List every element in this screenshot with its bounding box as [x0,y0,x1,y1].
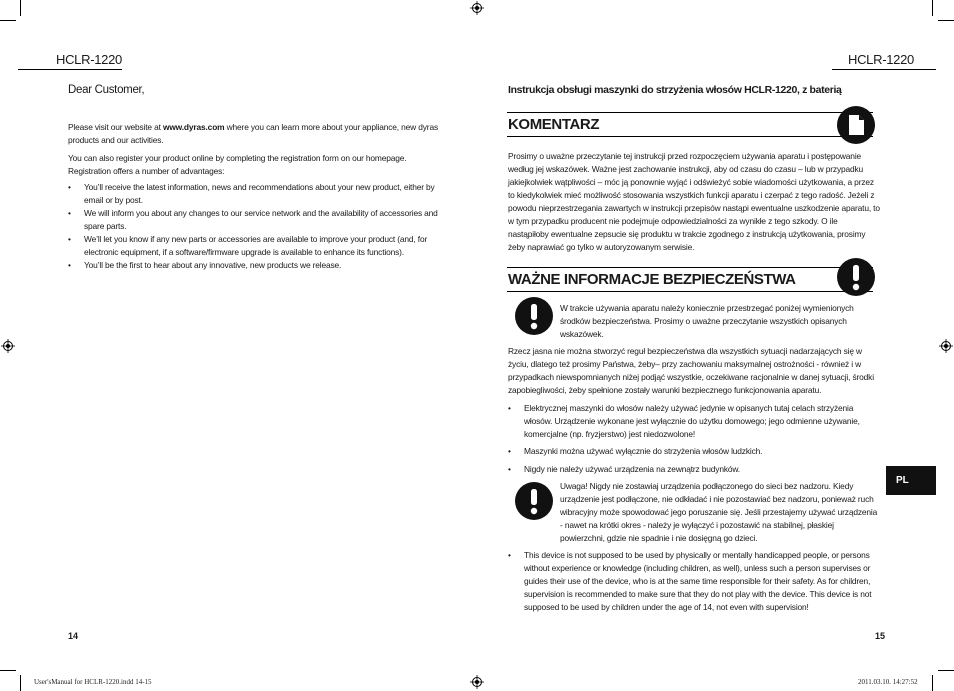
slug-date: 2011.03.10. 14:27:52 [858,678,918,686]
registration-mark-icon [470,1,484,15]
crop-mark [0,670,16,671]
section-rule [507,136,873,137]
exclamation-icon [515,297,553,335]
crop-mark [20,0,21,16]
document-icon [837,106,875,144]
register-paragraph: You can also register your product online by completing the registration form on our homepage. Registration offers a number of advantages: [68,153,407,176]
left-page-model-header: HCLR-1220 [56,52,122,67]
website-paragraph [68,121,448,147]
exclamation-icon [837,258,875,296]
slug-filename: User'sManual for HCLR-1220.indd 14-15 [34,678,152,686]
header-rule [18,69,122,70]
website-text-post: where you can learn more about your appliance, new dyras products and our activities. [68,122,438,145]
section-rule [507,291,873,292]
crop-mark [938,670,954,671]
website-text-pre: Please visit our website at [68,122,163,132]
registration-mark-icon [939,339,953,353]
list-item: • Elektrycznej maszynki do włosów należy używać jedynie w opisanych tutaj celach strzyżenia włosów. Urządzenie wykonane jest wyłącznie do użytku domowego; jego odmienne używanie, komercjalne (np. fryzjerstwo) jest niedozwolone! [508,402,880,441]
list-item: • We will inform you about any changes to our service network and the availability of accessories and spare parts. [68,207,448,233]
safety-intro-text: Rzecz jasna nie można stworzyć reguł bezpieczeństwa dla wszystkich sytuacji nadarzających się w życiu, dlatego też prosimy Państwa, żeby– przy zachowaniu maksymalnej ostrożności - również i w przypadkach niewspomnianych niżej podjąć wszystkie, oczekiwane racjonalnie w danej sytuacji, środki zapobiegliwości, żeby spełnione zostały warunki bezpiecznego funkcjonowania aparatu. [508,346,874,395]
header-rule [832,69,936,70]
document-title: Instrukcja obsługi maszynki do strzyżenia włosów HCLR-1220, z baterią [508,84,842,96]
right-page-model-header: HCLR-1220 [848,52,914,67]
website-link[interactable]: www.dyras.com [162,122,225,132]
list-item: • This device is not supposed to be used by physically or mentally handicapped people, or persons without experience or knowledge (including children, as well), unless such a person supervises or guides their use of the device, who is at the same time responsible for their safety. As for children, supervision is recommended to make sure that they do not play with the device. This device is not supposed to be used by children under the age of 14, not even with supervision! [508,549,880,614]
section-rule [507,267,873,268]
list-item: • We’ll let you know if any new parts or accessories are available to improve your product (and, for electronic equipment, if a software/firmware upgrade is available to enhance its functions). [68,233,448,259]
list-item: • You’ll be the first to hear about any innovative, new products we release. [68,259,448,272]
safety-bullet-list [508,402,880,476]
komentarz-text: Prosimy o uważne przeczytanie tej instrukcji przed rozpoczęciem używania aparatu i postępowanie według jej wskazówek. Ważne jest zachowanie instrukcji, aby od czasu do czasu – lub w przypadku jakiejkolwiek wątpliwości – móc ją ponownie wyjąć i odświeżyć sobie wiadomości użytkowania, a przez to kiedykolwiek mieć możliwość stosowania wszystkich funkcji aparatu i czerpać z tego radość. Jeżeli z powodu nieprzestrzegania zawartych w instrukcji przepisów nastąpi ewentualne uszkodzenie aparatu, to w tym przypadku producent nie podejmuje odpowiedzialności za wynikłe z tego szkody. O ile nastąpiłoby ewentualne zepsucie się produktu w trakcie zgodnego z instrukcją użytkowania, prosimy żeby naprawiać go tylko w autoryzowanym serwisie. [508,151,880,252]
supervision-bullet-list [508,549,880,614]
left-page-number: 14 [68,631,79,641]
section-rule [507,112,873,113]
crop-mark [0,20,16,21]
list-item: • Nigdy nie należy używać urządzenia na zewnątrz budynków. [508,463,880,476]
safety-title: WAŻNE INFORMACJE BEZPIECZEŃSTWA [508,271,796,288]
right-page-number: 15 [875,631,886,641]
exclamation-icon [515,482,553,520]
crop-mark [20,675,21,691]
list-item: • You’ll receive the latest information, news and recommendations about your new product, either by email or by post. [68,181,448,207]
registration-mark-icon [470,675,484,689]
komentarz-title: KOMENTARZ [508,116,600,133]
registration-mark-icon [1,339,15,353]
language-tab-label: PL [896,475,909,486]
advantages-list [68,181,448,272]
crop-mark [932,0,933,16]
crop-mark [938,20,954,21]
crop-mark [932,675,933,691]
greeting: Dear Customer, [68,84,145,96]
safety-warning-text: W trakcie używania aparatu należy koniecznie przestrzegać poniżej wymienionych środków bezpieczeństwa. Prosimy o uważne przeczytanie wszystkich opisanych wskazówek. [560,303,854,339]
warning-unattended-text: Uwaga! Nigdy nie zostawiaj urządzenia podłączonego do sieci bez nadzoru. Kiedy urządzenie jest podłączone, nie odkładać i nie pozostawiać bez nadzoru, ponieważ ruch wibracyjny może spowodować jego poruszanie się. Jeśli przestajemy używać urządzenia - nawet na krótki okres - należy je wyłączyć i pozostawić na stabilnej, płaskiej powierzchni, gdzie nie spadnie i nie dosięgną go dzieci. [560,481,878,543]
language-tab-pl [886,466,936,495]
list-item: • Maszynki można używać wyłącznie do strzyżenia włosów ludzkich. [508,445,880,458]
